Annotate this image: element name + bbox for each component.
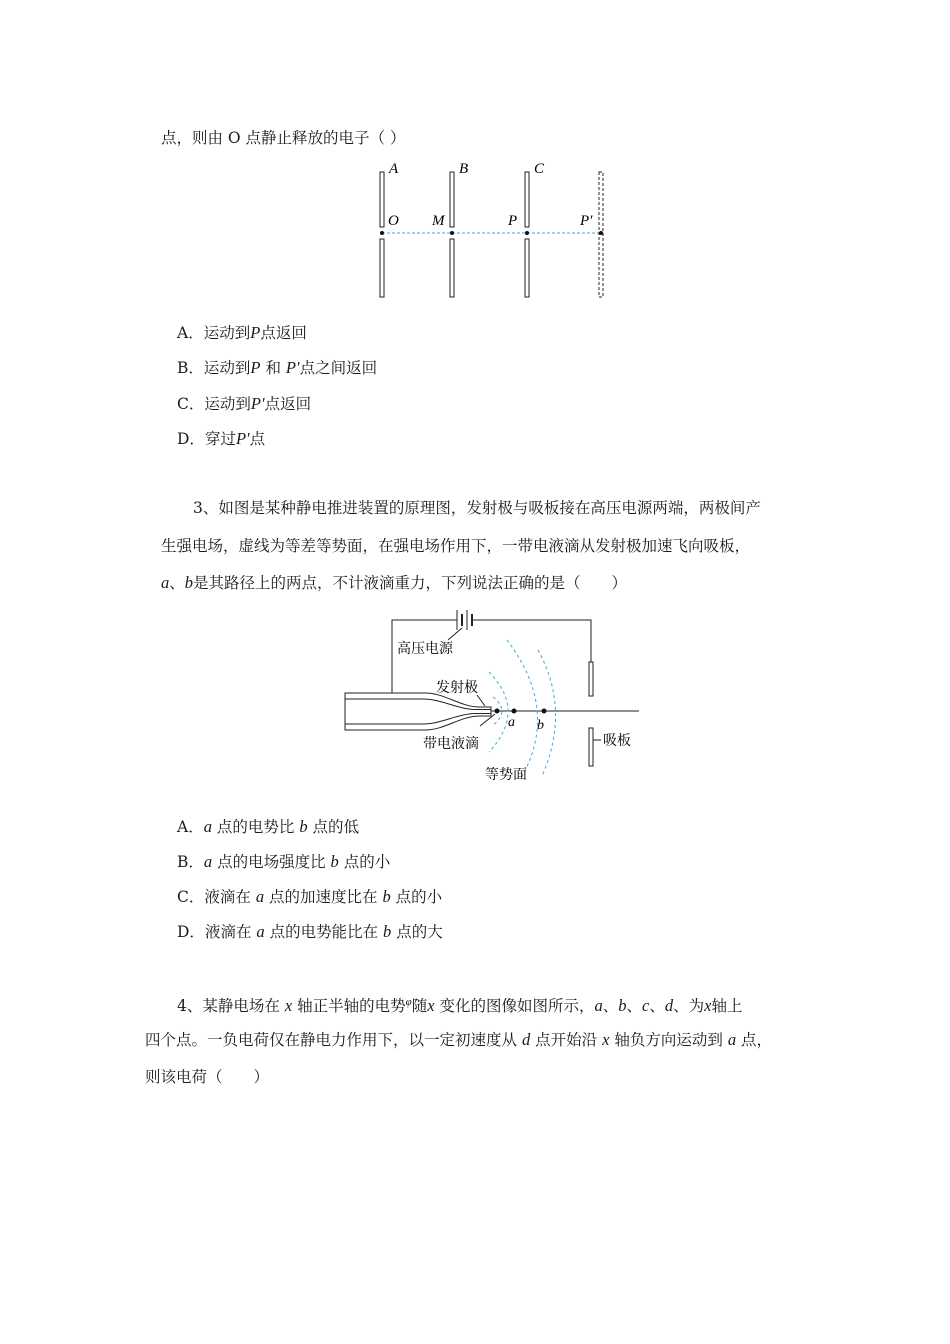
plate-a-upper bbox=[380, 172, 384, 227]
source-label: 高压电源 bbox=[397, 641, 453, 657]
q2-option-b[interactable]: B．运动到P 和 P′点之间返回 bbox=[177, 358, 378, 377]
q3-option-d[interactable]: D．液滴在 a 点的电势能比在 b 点的大 bbox=[177, 922, 443, 941]
droplet bbox=[495, 709, 500, 714]
emitter-label: 发射极 bbox=[436, 680, 478, 696]
plate-c-upper bbox=[525, 172, 529, 227]
point-a-dot bbox=[512, 709, 517, 714]
collector-plate-lower bbox=[589, 728, 593, 766]
point-m bbox=[450, 231, 454, 235]
source-pointer bbox=[448, 628, 462, 640]
circuit-wire-right bbox=[472, 620, 591, 662]
label-a: A bbox=[389, 161, 399, 177]
label-o: O bbox=[388, 213, 399, 229]
q3-thruster-figure bbox=[335, 600, 650, 790]
q3-option-b[interactable]: B．a 点的电场强度比 b 点的小 bbox=[177, 852, 391, 871]
point-o bbox=[380, 231, 384, 235]
equipotential-3 bbox=[507, 640, 538, 778]
q2-option-c[interactable]: C．运动到P′点返回 bbox=[177, 394, 312, 413]
label-c: C bbox=[534, 161, 545, 177]
q3-option-c[interactable]: C．液滴在 a 点的加速度比在 b 点的小 bbox=[177, 887, 443, 906]
droplet-label: 带电液滴 bbox=[423, 736, 479, 752]
q3-stem-line-3: a、b是其路径上的两点，不计液滴重力，下列说法正确的是（ ） bbox=[161, 573, 628, 592]
plate-c-lower bbox=[525, 239, 529, 297]
equipotential-label: 等势面 bbox=[485, 767, 527, 783]
collector-label: 吸板 bbox=[603, 733, 631, 749]
q4-stem-line-1: 4、某静电场在 x 轴正半轴的电势$^\varphi$随x 变化的图像如图所示，a、b、c、d、为x轴上 bbox=[177, 996, 743, 1015]
q2-option-a[interactable]: A．运动到P点返回 bbox=[177, 323, 307, 342]
q3-stem-line-2: 生强电场，虚线为等差等势面，在强电场作用下，一带电液滴从发射极加速飞向吸板， bbox=[161, 537, 751, 555]
q4-stem-line-3: 则该电荷（ ） bbox=[145, 1068, 270, 1086]
q3-stem-line-1: 3、如图是某种静电推进装置的原理图，发射极与吸板接在高压电源两端，两极间产 bbox=[193, 499, 761, 517]
equipotential-4 bbox=[538, 650, 556, 776]
collector-plate-upper bbox=[589, 662, 593, 696]
label-p-prime: P′ bbox=[580, 213, 593, 229]
q2-stem-tail: 点，则由 O 点静止释放的电子（ ） bbox=[161, 129, 406, 147]
q2-plates-figure bbox=[370, 155, 620, 305]
point-p-prime bbox=[599, 231, 603, 235]
q4-stem-line-2: 四个点。一负电荷仅在静电力作用下，以一定初速度从 d 点开始沿 x 轴负方向运动到 a 点， bbox=[145, 1030, 773, 1049]
point-a-label: a bbox=[508, 715, 515, 730]
label-p: P bbox=[508, 213, 518, 229]
q2-option-d[interactable]: D．穿过P′点 bbox=[177, 429, 266, 448]
label-m: M bbox=[432, 213, 445, 229]
point-b-label: b bbox=[537, 718, 544, 733]
label-b: B bbox=[459, 161, 469, 177]
point-p bbox=[525, 231, 529, 235]
plate-a-lower bbox=[380, 239, 384, 297]
emitter-pointer bbox=[477, 695, 485, 706]
plate-b-lower bbox=[450, 239, 454, 297]
plate-b-upper bbox=[450, 172, 454, 227]
q3-option-a[interactable]: A．a 点的电势比 b 点的低 bbox=[177, 817, 360, 836]
point-b-dot bbox=[542, 709, 547, 714]
